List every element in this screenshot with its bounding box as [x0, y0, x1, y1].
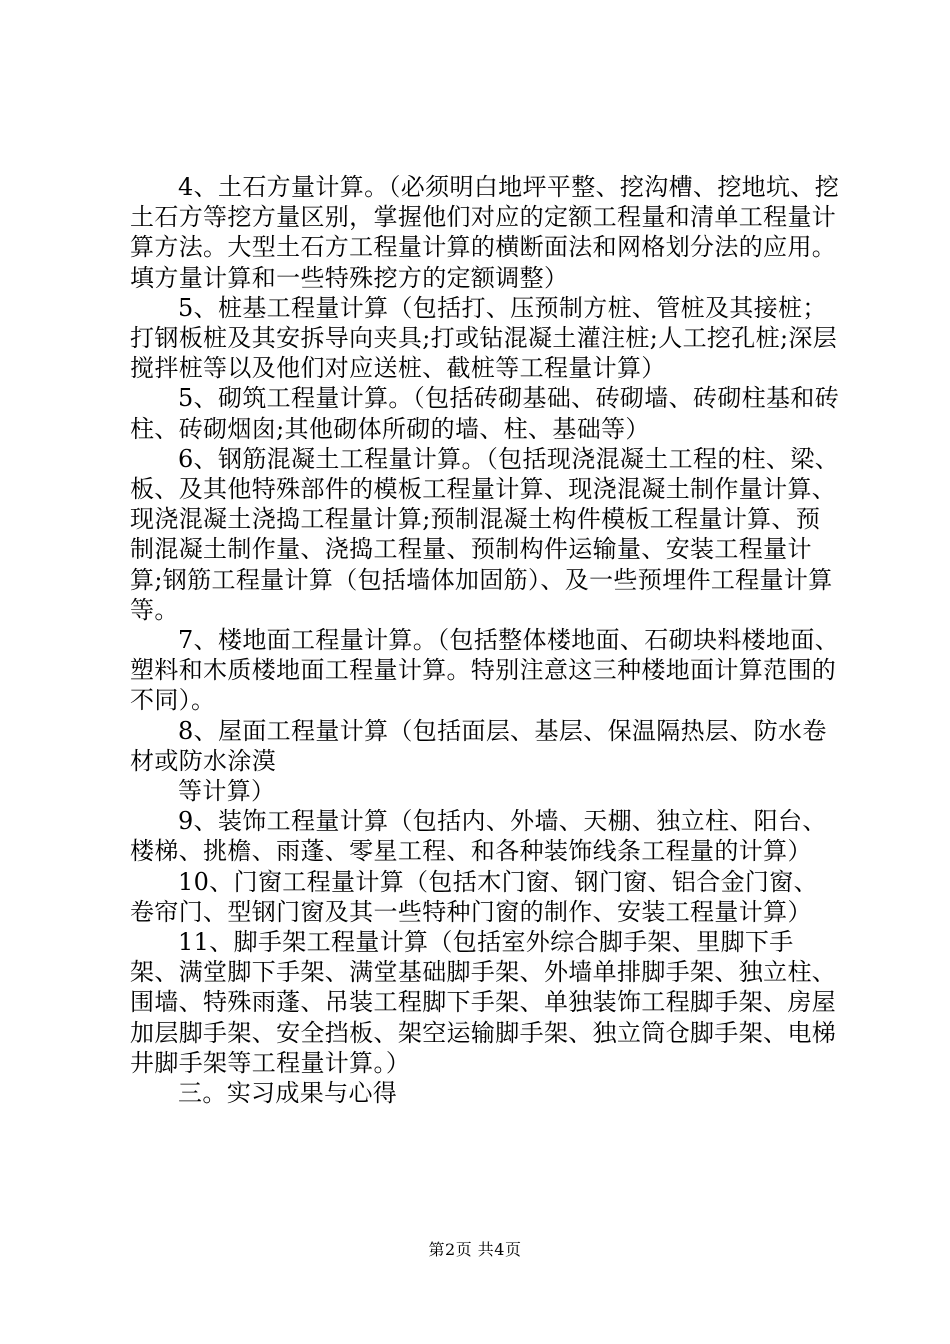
- paragraph-doors-windows: 10、门窗工程量计算（包括木门窗、钢门窗、铝合金门窗、卷帘门、型钢门窗及其一些特种门窗的制作、安装工程量计算）: [130, 867, 818, 926]
- paragraph-roof-continued: 等计算）: [178, 777, 276, 806]
- paragraph-reinforced-concrete: 6、钢筋混凝土工程量计算。（包括现浇混凝土工程的柱、梁、板、及其他特殊部件的模板工程量计算、现浇混凝土制作量计算、现浇混凝土浇捣工程量计算;预制混凝土构件模板工程量计算、预制混凝土制作量、浇捣工程量、预制构件运输量、安装工程量计算;钢筋工程量计算（包括墙体加固筋）、及一些预埋件工程量计算等。: [130, 444, 840, 624]
- paragraph-roof: 8、屋面工程量计算（包括面层、基层、保温隔热层、防水卷材或防水涂漠: [130, 716, 827, 775]
- paragraph-floor: 7、楼地面工程量计算。（包括整体楼地面、石砌块料楼地面、塑料和木质楼地面工程量计算。特别注意这三种楼地面计算范围的不同）。: [130, 626, 840, 715]
- document-body: [130, 172, 842, 1108]
- paragraph-scaffolding: 11、脚手架工程量计算（包括室外综合脚手架、里脚下手架、满堂脚下手架、满堂基础脚手架、外墙单排脚手架、独立柱、围墙、特殊雨蓬、吊装工程脚下手架、单独装饰工程脚手架、房屋加层脚手架、安全挡板、架空运输脚手架、独立筒仓脚手架、电梯井脚手架等工程量计算。）: [130, 928, 837, 1077]
- paragraph-pile-foundation: 5、桩基工程量计算（包括打、压预制方桩、管桩及其接桩；打钢板桩及其安拆导向夹具;打或钻混凝土灌注桩;人工挖孔桩;深层搅拌桩等以及他们对应送桩、截桩等工程量计算）: [130, 293, 838, 383]
- paragraph-masonry: 5、砌筑工程量计算。（包括砖砌基础、砖砌墙、砖砌柱基和砖柱、砖砌烟囱;其他砌体所砌的墙、柱、基础等）: [130, 384, 840, 443]
- paragraph-earthwork: 4、土石方量计算。（必须明白地坪平整、挖沟槽、挖地坑、挖土石方等挖方量区别，掌握他们对应的定额工程量和清单工程量计算方法。大型土石方工程量计算的横断面法和网格划分法的应用。填方量计算和一些特殊挖方的定额调整）: [130, 173, 840, 292]
- section-heading-results: 三。实习成果与心得: [178, 1079, 398, 1108]
- paragraph-decoration: 9、装饰工程量计算（包括内、外墙、天棚、独立柱、阳台、楼梯、挑檐、雨蓬、零星工程、和各种装饰线条工程量的计算）: [130, 807, 827, 866]
- page-number-footer: 第2页 共4页: [428, 1240, 522, 1259]
